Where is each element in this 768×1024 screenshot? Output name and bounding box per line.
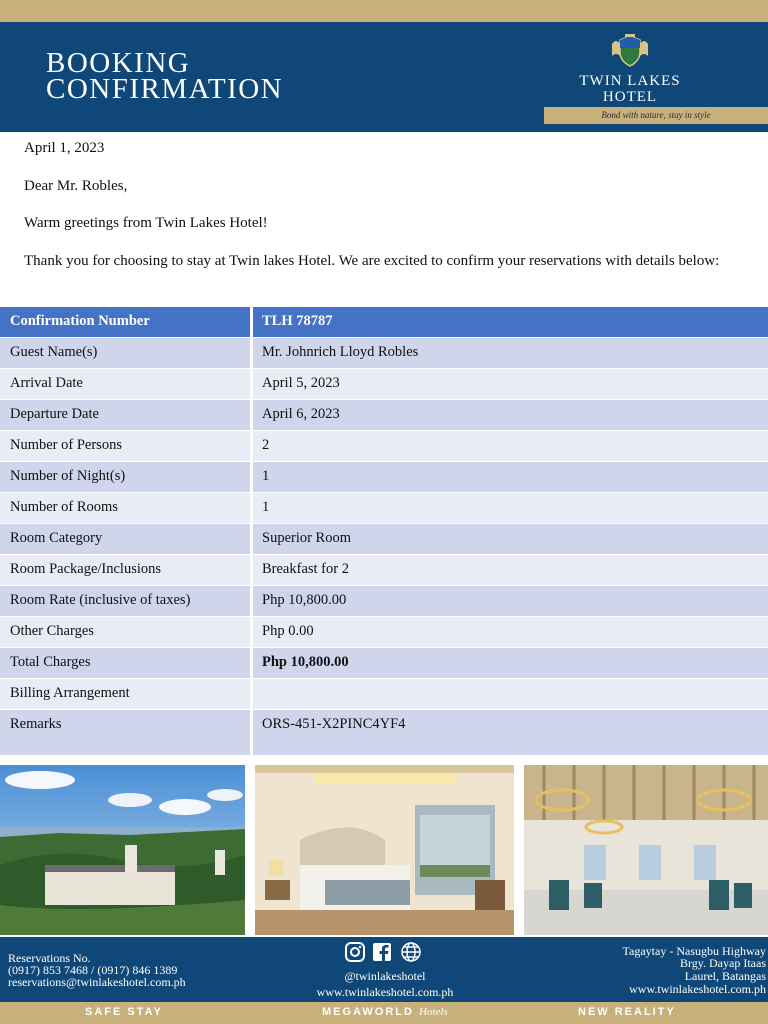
hotel-exterior-photo (0, 765, 245, 935)
megaworld-text: MEGAWORLD (322, 1006, 414, 1018)
table-cell-value: ORS-451-X2PINC4YF4 (253, 710, 768, 755)
tagline: Bond with nature, stay in style (544, 107, 768, 124)
address-line-1: Tagaytay - Nasugbu Highway (622, 944, 766, 958)
table-cell-label: Guest Name(s) (0, 338, 250, 368)
table-cell-label: Other Charges (0, 617, 250, 647)
instagram-icon[interactable] (346, 943, 364, 961)
table-cell-label: Room Category (0, 524, 250, 554)
table-row-total-charges (0, 648, 768, 679)
confirmation-number-label: Confirmation Number (0, 307, 250, 337)
footer-contact (0, 937, 768, 1002)
table-cell-value: Superior Room (253, 524, 768, 554)
table-cell-label: Arrival Date (0, 369, 250, 399)
website-link-center[interactable]: www.twinlakeshotel.com.ph (316, 985, 454, 999)
megaworld-logo (322, 1006, 448, 1018)
table-cell-label: Number of Persons (0, 431, 250, 461)
letter-date: April 1, 2023 (24, 140, 105, 156)
table-row-room-category (0, 524, 768, 555)
table-row-departure-date (0, 400, 768, 431)
table-row-other-charges (0, 617, 768, 648)
social-icons (344, 942, 424, 962)
table-cell-value: Mr. Johnrich Lloyd Robles (253, 338, 768, 368)
table-header-row (0, 307, 768, 338)
title-line-1: BOOKING (46, 47, 191, 79)
table-cell-label: Number of Rooms (0, 493, 250, 523)
safe-stay-logo: SAFE STAY (85, 1006, 163, 1018)
table-row-rooms (0, 493, 768, 524)
letter-greeting: Warm greetings from Twin Lakes Hotel! (24, 215, 268, 231)
logo-name-line-2: HOTEL (602, 89, 658, 105)
globe-icon[interactable] (402, 943, 420, 961)
table-cell-value: Php 0.00 (253, 617, 768, 647)
page-title (46, 47, 284, 105)
letter-body: Thank you for choosing to stay at Twin lakes Hotel. We are excited to confirm your reservations with details below: (24, 253, 720, 269)
table-cell-label: Room Rate (inclusive of taxes) (0, 586, 250, 616)
table-cell-value: Breakfast for 2 (253, 555, 768, 585)
social-handle[interactable]: @twinlakeshotel (344, 969, 426, 983)
hotel-logo (560, 34, 700, 105)
table-cell-label: Remarks (0, 710, 250, 755)
top-gold-band (0, 0, 768, 22)
letter-salutation: Dear Mr. Robles, (24, 178, 128, 194)
table-cell-label: Number of Night(s) (0, 462, 250, 492)
table-cell-value: Php 10,800.00 (253, 586, 768, 616)
table-row-billing (0, 679, 768, 710)
table-cell-value (253, 679, 768, 709)
table-cell-value: Php 10,800.00 (253, 648, 768, 678)
reservations-email[interactable]: reservations@twinlakeshotel.com.ph (8, 975, 186, 989)
bedroom-photo (255, 765, 514, 935)
table-cell-value: 1 (253, 493, 768, 523)
crest-icon (608, 34, 652, 68)
table-cell-label: Room Package/Inclusions (0, 555, 250, 585)
table-row-guest-name (0, 338, 768, 369)
megaworld-hotels-script: Hotels (419, 1006, 448, 1018)
table-cell-value: 1 (253, 462, 768, 492)
table-cell-value: 2 (253, 431, 768, 461)
reservations-label: Reservations No. (8, 951, 91, 965)
table-cell-value: April 5, 2023 (253, 369, 768, 399)
confirmation-number-value: TLH 78787 (253, 307, 768, 337)
booking-details-table (0, 307, 768, 756)
table-row-remarks (0, 710, 768, 756)
table-cell-label: Billing Arrangement (0, 679, 250, 709)
address-line-2: Brgy. Dayap Itaas (680, 956, 766, 970)
table-cell-label: Departure Date (0, 400, 250, 430)
title-line-2: CONFIRMATION (46, 73, 284, 105)
table-row-persons (0, 431, 768, 462)
table-cell-value: April 6, 2023 (253, 400, 768, 430)
new-reality-logo: NEW REALITY (578, 1006, 676, 1018)
ballroom-photo (524, 765, 768, 935)
reservations-phone: (0917) 853 7468 / (0917) 846 1389 (8, 963, 178, 977)
table-row-nights (0, 462, 768, 493)
address-line-3: Laurel, Batangas (684, 969, 766, 983)
table-row-room-package (0, 555, 768, 586)
table-row-room-rate (0, 586, 768, 617)
table-row-arrival-date (0, 369, 768, 400)
website-link-right[interactable]: www.twinlakeshotel.com.ph (629, 982, 766, 996)
table-cell-label: Total Charges (0, 648, 250, 678)
facebook-icon[interactable] (373, 943, 391, 961)
logo-name-line-1: TWIN LAKES (579, 73, 681, 89)
